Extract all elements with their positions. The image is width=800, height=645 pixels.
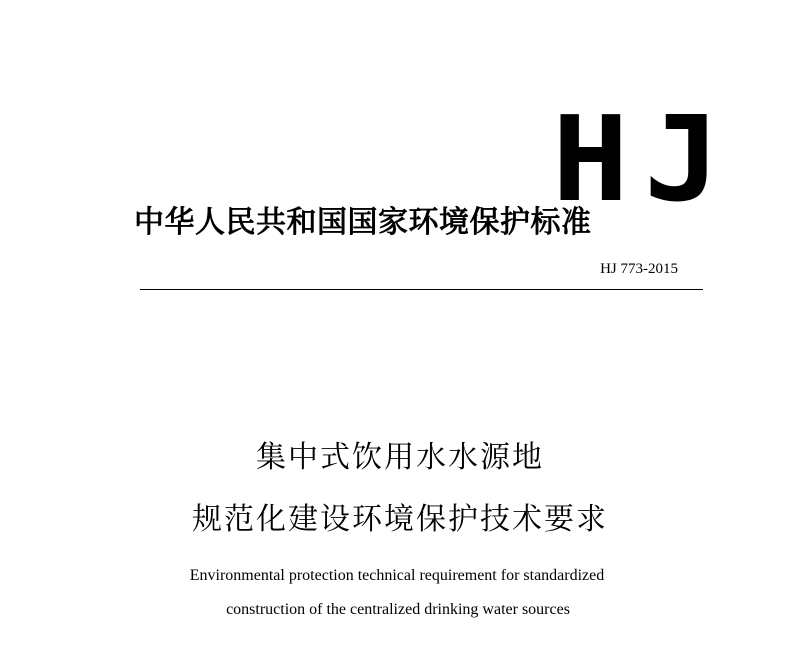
hj-logo: HJ (552, 90, 736, 228)
standard-number: HJ 773-2015 (600, 261, 678, 277)
english-title-line-2: construction of the centralized drinking water sources (226, 601, 570, 618)
english-title-line-1: Environmental protection technical requirement for standardized (189, 567, 605, 584)
chinese-title-line-2: 规范化建设环境保护技术要求 (192, 502, 608, 537)
header-divider (140, 289, 703, 290)
chinese-title-line-1: 集中式饮用水水源地 (256, 440, 544, 475)
org-title: 中华人民共和国国家环境保护标准 (134, 205, 592, 240)
